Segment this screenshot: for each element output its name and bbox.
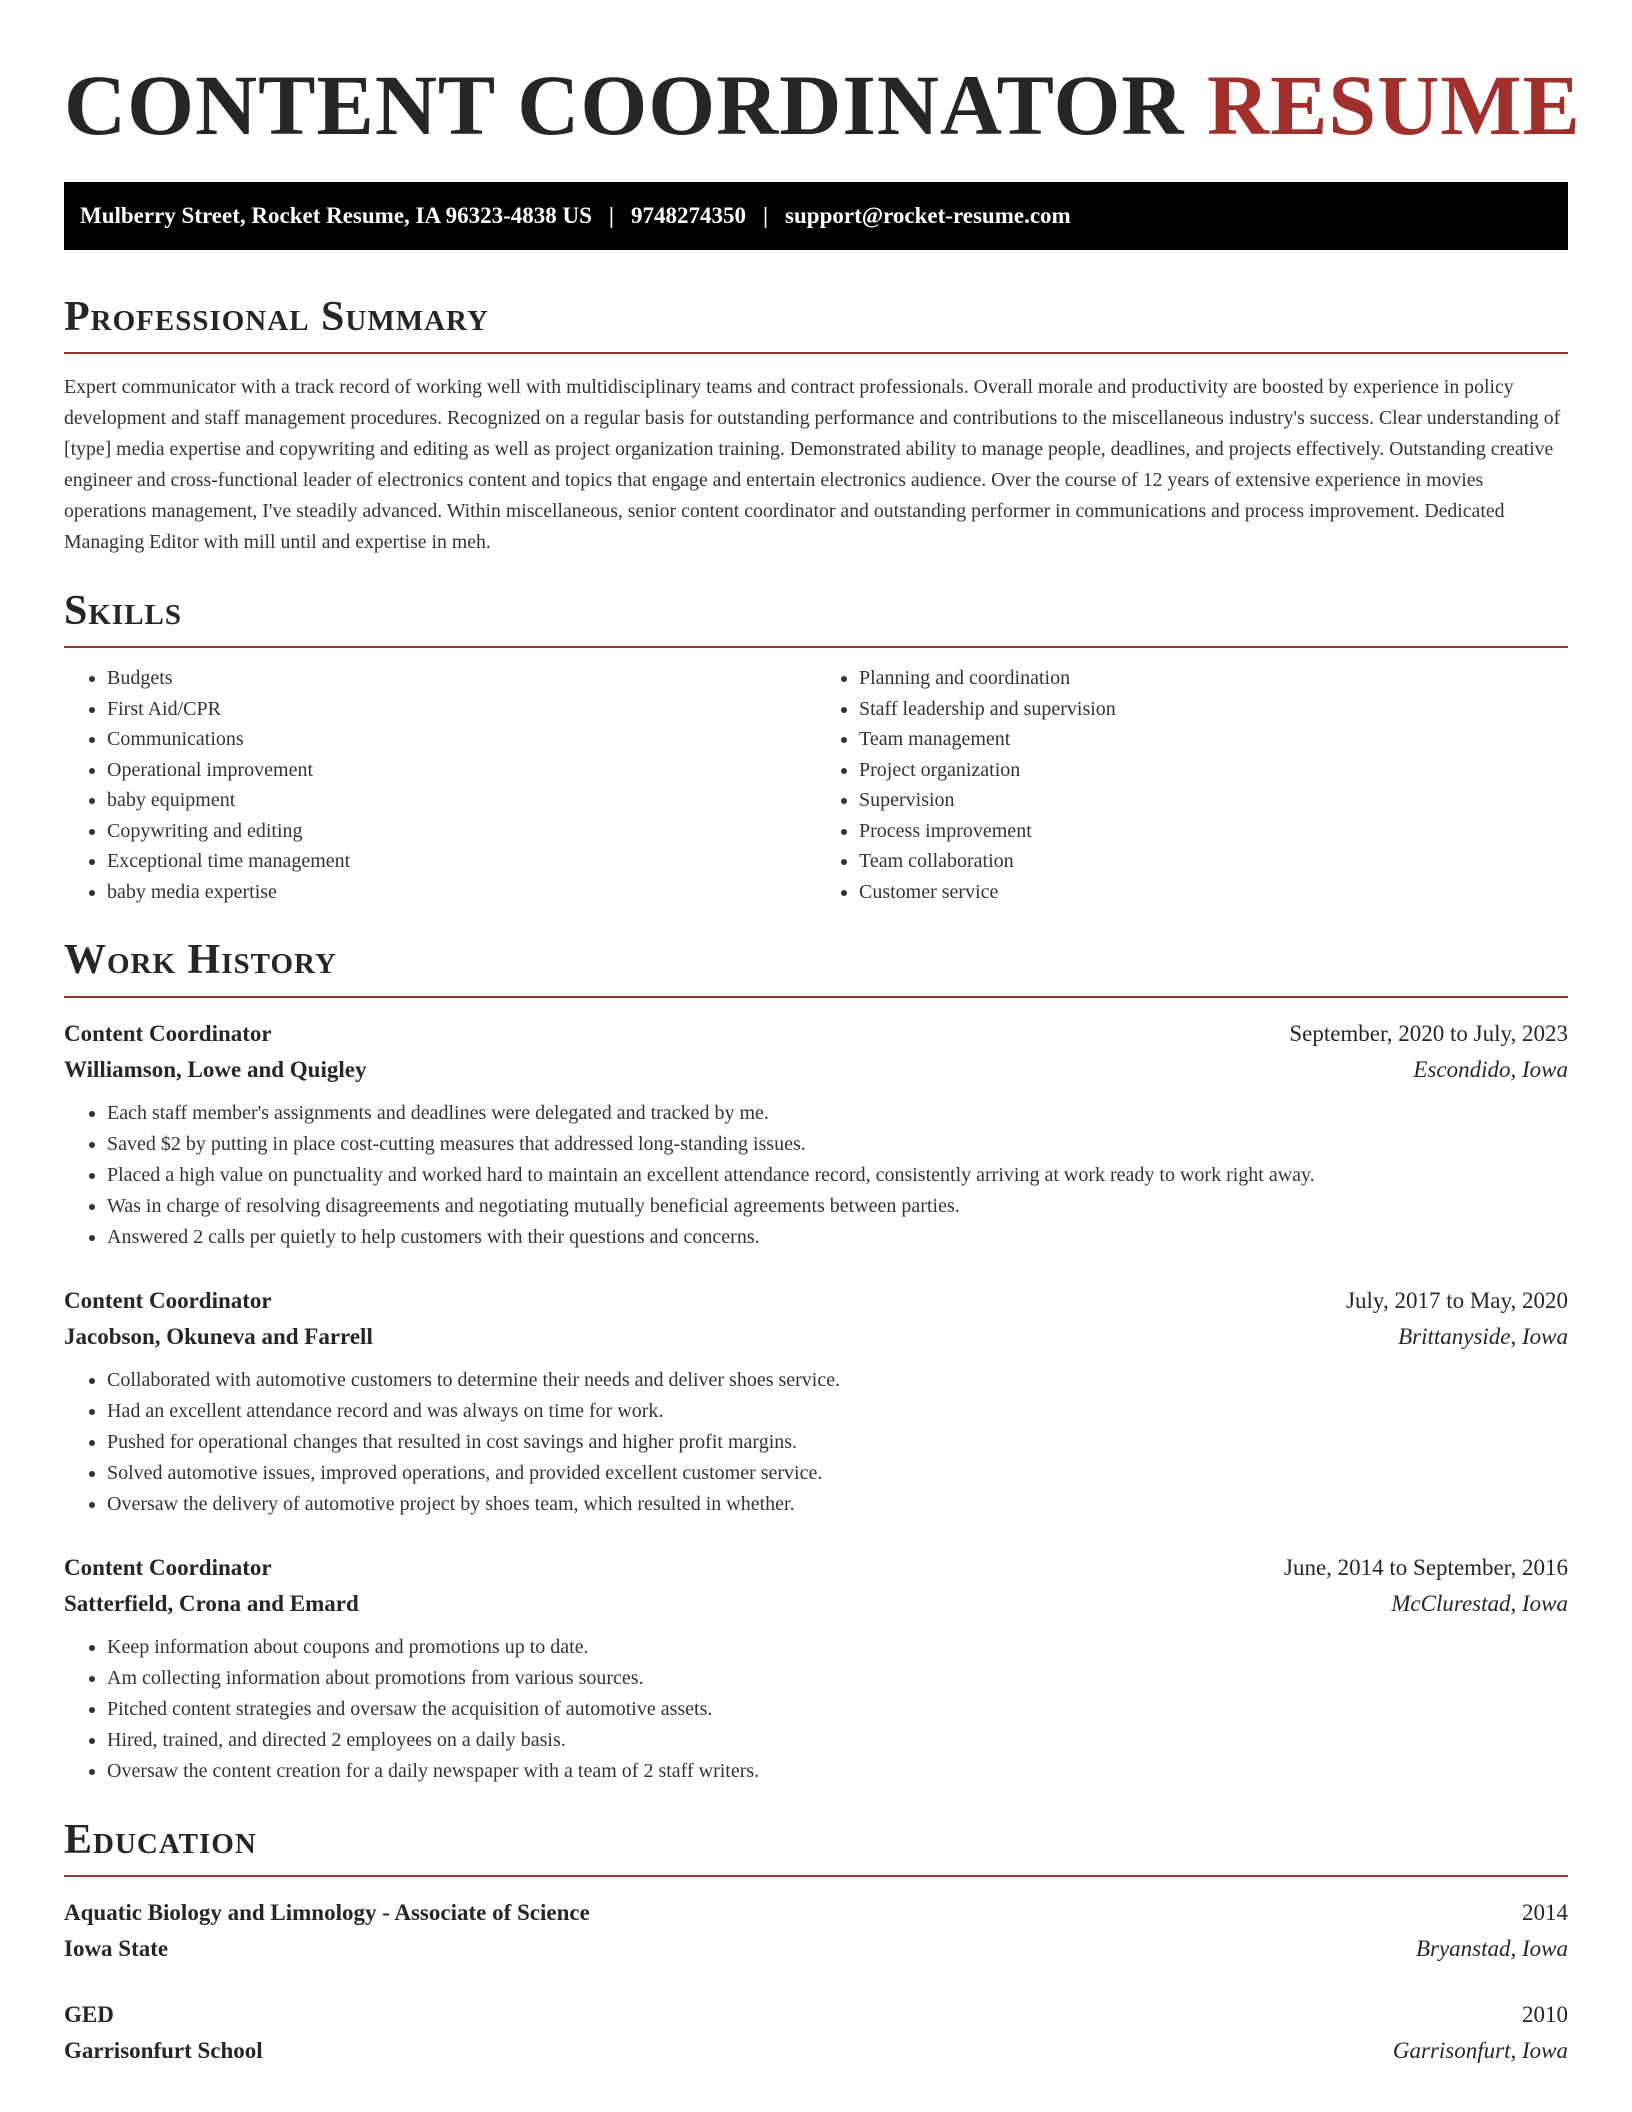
skills-section <box>64 588 1568 907</box>
title-main: CONTENT COORDINATOR <box>64 57 1185 153</box>
job-bullet: • Had an excellent attendance record and was always on time for work. <box>107 1396 1568 1427</box>
skill-item: • Planning and coordination <box>859 663 1568 694</box>
skills-grid <box>64 663 1568 907</box>
job-bullet: • Pitched content strategies and oversaw the acquisition of automotive assets. <box>107 1694 1568 1725</box>
job-bullet: • Saved $2 by putting in place cost-cutting measures that addressed long-standing issues. <box>107 1129 1568 1160</box>
job-bullet: • Was in charge of resolving disagreements and negotiating mutually beneficial agreements between parties. <box>107 1191 1568 1222</box>
skill-item: • Customer service <box>859 877 1568 908</box>
job-location: McClurestad, Iowa <box>1391 1590 1568 1616</box>
education-school-row <box>64 1931 1568 1967</box>
education-location: Garrisonfurt, Iowa <box>1392 2037 1568 2063</box>
skill-item: • Copywriting and editing <box>107 816 816 847</box>
education-degree-row <box>64 1997 1568 2033</box>
job-bullets <box>64 1098 1568 1253</box>
skills-list-right <box>816 663 1568 907</box>
job-bullet: • Pushed for operational changes that resulted in cost savings and higher profit margins. <box>107 1427 1568 1458</box>
job-title: Content Coordinator <box>64 1287 272 1313</box>
job-bullet: • Solved automotive issues, improved operations, and provided excellent customer service. <box>107 1458 1568 1489</box>
education-entry <box>64 1997 1568 2069</box>
section-divider <box>64 996 1568 998</box>
summary-section <box>64 294 1568 558</box>
job-company: Satterfield, Crona and Emard <box>64 1590 359 1616</box>
work-history-heading: Work History <box>64 937 337 984</box>
resume-title <box>64 57 1581 153</box>
job-dates: September, 2020 to July, 2023 <box>1289 1020 1568 1046</box>
skill-item: • Team collaboration <box>859 846 1568 877</box>
education-school-row <box>64 2033 1568 2069</box>
job-bullet: • Oversaw the content creation for a daily newspaper with a team of 2 staff writers. <box>107 1756 1568 1787</box>
skills-heading: Skills <box>64 588 183 635</box>
job-bullet: • Each staff member's assignments and deadlines were delegated and tracked by me. <box>107 1098 1568 1129</box>
education-degree: Aquatic Biology and Limnology - Associate of Science <box>64 1899 590 1925</box>
contact-bar <box>64 182 1568 250</box>
contact-phone[interactable]: 9748274350 <box>630 203 746 228</box>
skills-list-left <box>64 663 816 907</box>
skill-item: • Communications <box>107 724 816 755</box>
job-bullets <box>64 1632 1568 1787</box>
work-history-section <box>64 937 1568 1786</box>
job-title: Content Coordinator <box>64 1554 272 1580</box>
education-school: Iowa State <box>64 1935 169 1961</box>
section-divider <box>64 646 1568 648</box>
skill-item: • Process improvement <box>859 816 1568 847</box>
education-degree-row <box>64 1895 1568 1931</box>
section-divider <box>64 352 1568 354</box>
job-company: Williamson, Lowe and Quigley <box>64 1056 367 1082</box>
education-year: 2014 <box>1522 1899 1568 1925</box>
contact-separator: | <box>608 203 614 228</box>
job-bullet: • Am collecting information about promotions from various sources. <box>107 1663 1568 1694</box>
job-company: Jacobson, Okuneva and Farrell <box>64 1323 373 1349</box>
education-heading: Education <box>64 1816 257 1863</box>
job-dates: July, 2017 to May, 2020 <box>1346 1287 1568 1313</box>
skill-item: • baby equipment <box>107 785 816 816</box>
job-company-row <box>64 1586 1568 1622</box>
education-year: 2010 <box>1522 2001 1568 2027</box>
job-company-row <box>64 1319 1568 1355</box>
job-bullet: • Answered 2 calls per quietly to help customers with their questions and concerns. <box>107 1222 1568 1253</box>
education-location: Bryanstad, Iowa <box>1415 1935 1568 1961</box>
education-degree: GED <box>64 2001 114 2027</box>
contact-email[interactable]: support@rocket-resume.com <box>785 203 1071 228</box>
job-bullet: • Hired, trained, and directed 2 employees on a daily basis. <box>107 1725 1568 1756</box>
job-header-row <box>64 1016 1568 1052</box>
skill-item: • Operational improvement <box>107 755 816 786</box>
job-header-row <box>64 1550 1568 1586</box>
job-dates: June, 2014 to September, 2016 <box>1284 1554 1568 1580</box>
skill-item: • Budgets <box>107 663 816 694</box>
summary-heading: Professional Summary <box>64 294 489 340</box>
section-divider <box>64 1875 1568 1877</box>
job-bullets <box>64 1365 1568 1520</box>
education-section <box>64 1817 1568 2069</box>
skill-item: • baby media expertise <box>107 877 816 908</box>
job-location: Escondido, Iowa <box>1413 1056 1568 1082</box>
contact-address: Mulberry Street, Rocket Resume, IA 96323-4838 US <box>80 203 592 228</box>
education-entry <box>64 1895 1568 1967</box>
job-location: Brittanyside, Iowa <box>1398 1323 1568 1349</box>
skill-item: • Exceptional time management <box>107 846 816 877</box>
education-school: Garrisonfurt School <box>64 2037 263 2063</box>
job-bullet: • Placed a high value on punctuality and worked hard to maintain an excellent attendance record, consistently arriving at work ready to work right away. <box>107 1160 1568 1191</box>
job-title: Content Coordinator <box>64 1020 272 1046</box>
summary-text: Expert communicator with a track record of working well with multidisciplinary teams and contract professionals. Overall morale and productivity are boosted by experience in policy development and staff management procedures. Recognized on a regular basis for outstanding performance and contributions to the miscellaneous industry's success. Clear understanding of [type] media expertise and copywriting and editing as well as project organization training. Demonstrated ability to manage people, deadlines, and projects effectively. Outstanding creative engineer and cross-functional leader of electronics content and topics that engage and entertain electronics audience. Over the course of 12 years of extensive experience in movies operations management, I've steadily advanced. Within miscellaneous, senior content coordinator and outstanding performer in communications and process improvement. Dedicated Managing Editor with mill until and expertise in meh. <box>64 376 1561 554</box>
job-entry <box>64 1283 1568 1520</box>
skill-item: • First Aid/CPR <box>107 694 816 725</box>
job-bullet: • Oversaw the delivery of automotive project by shoes team, which resulted in whether. <box>107 1489 1568 1520</box>
job-bullet: • Keep information about coupons and promotions up to date. <box>107 1632 1568 1663</box>
job-company-row <box>64 1052 1568 1088</box>
skill-item: • Project organization <box>859 755 1568 786</box>
job-header-row <box>64 1283 1568 1319</box>
skill-item: • Staff leadership and supervision <box>859 694 1568 725</box>
skill-item: • Supervision <box>859 785 1568 816</box>
job-bullet: • Collaborated with automotive customers to determine their needs and deliver shoes service. <box>107 1365 1568 1396</box>
contact-separator: | <box>762 203 769 228</box>
job-entry <box>64 1550 1568 1787</box>
skill-item: • Team management <box>859 724 1568 755</box>
title-accent: RESUME <box>1206 57 1581 153</box>
job-entry <box>64 1016 1568 1253</box>
